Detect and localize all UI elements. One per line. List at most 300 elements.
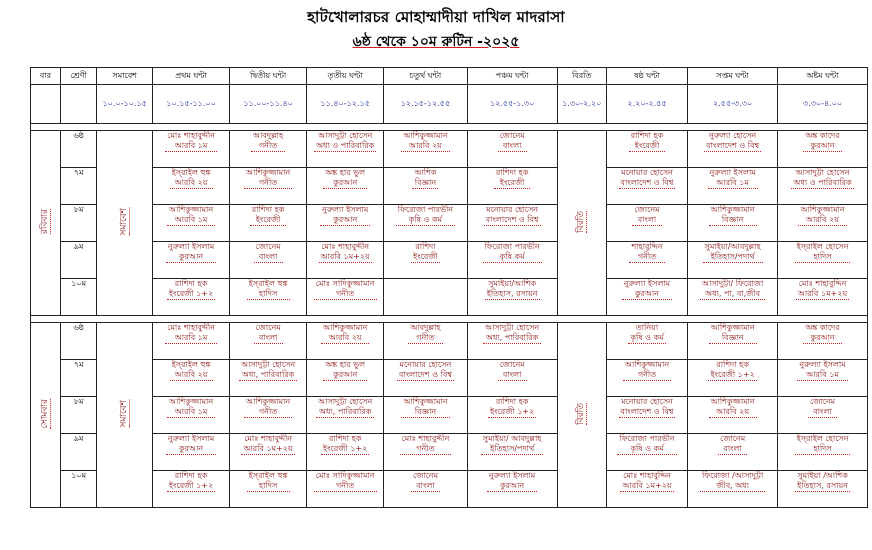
period-cell bbox=[384, 168, 467, 205]
subject-name: ইতিহাস, রসায়ন bbox=[486, 289, 538, 298]
period-cell bbox=[384, 360, 467, 397]
subject-name: গনীত bbox=[416, 333, 435, 342]
period-entry bbox=[483, 323, 541, 344]
teacher-name: নুরুল্যা ইসলাম bbox=[167, 434, 215, 443]
subject-name: বিজ্ঞান bbox=[721, 215, 744, 224]
subject-name: কৃষি কর্ম bbox=[499, 252, 525, 261]
period-entry bbox=[498, 360, 527, 381]
period-entry bbox=[167, 471, 215, 492]
period-entry bbox=[700, 471, 765, 492]
day-gap bbox=[31, 316, 868, 323]
teacher-name: অঙ্ক কাদের bbox=[805, 131, 840, 140]
period-entry bbox=[170, 168, 213, 189]
teacher-name: জোনেম bbox=[809, 397, 836, 406]
period-entry bbox=[481, 434, 544, 455]
teacher-name: মোঃ সাদিকুজ্জামান bbox=[315, 471, 375, 480]
subject-name: আরবি ১ম bbox=[806, 370, 839, 379]
period-entry bbox=[244, 168, 292, 189]
teacher-name: ইস্‌রাইল হুঙ্ক bbox=[171, 168, 211, 177]
subject-name: কৃষি ও কর্ম bbox=[408, 215, 443, 224]
period-cell bbox=[778, 131, 868, 168]
period-cell bbox=[688, 168, 778, 205]
teacher-name: মোঃ শাহাবুদ্দিন bbox=[623, 471, 671, 480]
period-cell bbox=[467, 471, 557, 508]
teacher-name: মনোয়ার হোসেন bbox=[621, 168, 673, 177]
teacher-name: মনোয়ার হোসেন bbox=[486, 205, 539, 214]
teacher-name: আশিকুজ্জামান bbox=[710, 205, 755, 214]
teacher-name: সুমাইয়া/ আবদুল্লাহ bbox=[482, 434, 542, 443]
period-entry bbox=[400, 434, 452, 455]
period-entry bbox=[628, 323, 665, 344]
period-cell bbox=[384, 397, 467, 434]
period-entry bbox=[622, 279, 672, 300]
period-cell bbox=[307, 434, 384, 471]
period-time: ২.৫৫-৩.৩০ bbox=[688, 85, 778, 124]
teacher-name: জোনেম bbox=[255, 323, 281, 332]
subject-name: ইংরেজী ১+২ bbox=[323, 444, 368, 453]
class-row bbox=[31, 205, 868, 242]
teacher-name: আশিকুজ্জামান bbox=[168, 205, 214, 214]
teacher-name: আবদুল্লাহ bbox=[253, 131, 284, 140]
teacher-name: ইস্‌রাইল হোসেন bbox=[796, 242, 849, 251]
period-entry bbox=[795, 242, 851, 263]
class-row bbox=[31, 360, 868, 397]
column-header: পঞ্চম ঘন্টা bbox=[467, 68, 557, 85]
column-header: অষ্টম ঘন্টা bbox=[778, 68, 868, 85]
teacher-name: ইস্‌রাইল হুঙ্ক bbox=[248, 471, 288, 480]
period-entry bbox=[250, 205, 287, 226]
period-entry bbox=[323, 360, 367, 381]
subject-name: বাংলা bbox=[502, 370, 522, 379]
class-name: ৯ম bbox=[60, 242, 96, 279]
period-cell bbox=[307, 360, 384, 397]
teacher-name: রাশিদা হক bbox=[495, 168, 529, 177]
period-cell bbox=[606, 168, 687, 205]
teacher-name: আশিকুজ্জামান bbox=[168, 397, 214, 406]
period-cell bbox=[467, 279, 557, 316]
class-name: ৭ম bbox=[60, 360, 96, 397]
teacher-name: নুরুল্যা ইসলাম bbox=[623, 279, 671, 288]
period-cell bbox=[230, 205, 307, 242]
period-cell bbox=[307, 323, 384, 360]
period-entry bbox=[167, 279, 215, 300]
period-entry bbox=[320, 205, 370, 226]
subject-name: আরবি ১ম+২য় bbox=[797, 289, 848, 298]
teacher-name: আসাদুট্টা/ ফিরোজা bbox=[701, 279, 764, 288]
subject-name: হাদিস bbox=[813, 444, 832, 453]
subject-name: গনীত bbox=[336, 289, 355, 298]
period-entry bbox=[412, 168, 438, 189]
subject-name: আরবি ১ম bbox=[174, 407, 208, 416]
period-cell bbox=[230, 434, 307, 471]
period-entry bbox=[708, 168, 758, 189]
day-label: সোমবার bbox=[39, 398, 50, 429]
teacher-name: ইস্‌রাইল হুঙ্ক bbox=[248, 279, 288, 288]
period-entry bbox=[411, 471, 440, 492]
period-time: ৩.৩০-৪.০০ bbox=[778, 85, 868, 124]
teacher-name: আসাদুট্টা হোসেন bbox=[485, 323, 540, 332]
subject-name: বাংলাদেশ ও বিশ্ব bbox=[706, 141, 760, 150]
period-entry bbox=[167, 205, 215, 226]
teacher-name: তানিয়া bbox=[635, 323, 659, 332]
subject-name: আরবি ১ম bbox=[174, 141, 208, 150]
period-cell bbox=[778, 279, 868, 316]
day-gap bbox=[31, 124, 868, 131]
period-entry bbox=[629, 131, 666, 152]
period-entry bbox=[708, 360, 756, 381]
period-cell bbox=[153, 131, 230, 168]
column-header: সপ্তম ঘন্টা bbox=[688, 68, 778, 85]
period-entry bbox=[795, 434, 851, 455]
period-entry bbox=[632, 205, 661, 226]
subject-name: ইংরেজী bbox=[255, 215, 281, 224]
period-cell bbox=[384, 434, 467, 471]
teacher-name: নুরুল্যা ইসলাম bbox=[709, 168, 756, 177]
subject-name: বাংলা bbox=[723, 444, 742, 453]
period-cell bbox=[384, 242, 467, 279]
period-cell bbox=[778, 242, 868, 279]
period-cell bbox=[606, 471, 687, 508]
period-entry bbox=[623, 360, 671, 381]
subject-name: জীব, অধ্য bbox=[716, 481, 749, 490]
subject-name: বাংলা bbox=[258, 252, 278, 261]
class-row bbox=[31, 279, 868, 316]
period-entry bbox=[316, 397, 374, 418]
subject-name: গনীত bbox=[336, 481, 355, 490]
teacher-name: আসাদুট্টা হোসেন bbox=[318, 131, 373, 140]
column-header: দ্বিতীয় ঘন্টা bbox=[230, 68, 307, 85]
period-entry bbox=[397, 360, 454, 381]
period-entry bbox=[709, 205, 757, 226]
period-entry bbox=[803, 131, 841, 152]
period-cell bbox=[153, 397, 230, 434]
period-cell bbox=[153, 242, 230, 279]
teacher-name: মোঃ শাহাবুদ্দীন bbox=[401, 434, 450, 443]
period-cell bbox=[230, 323, 307, 360]
subject-name: আরবি ২য় bbox=[806, 215, 839, 224]
teacher-name: সুমাইয়া/আশিক bbox=[488, 279, 537, 288]
teacher-name: ফিরোজা পারভীন bbox=[619, 434, 675, 443]
subject-name: অধ্য, পারিবারিক bbox=[241, 370, 295, 379]
subject-name: ইংরেজী bbox=[413, 252, 438, 261]
period-cell bbox=[307, 397, 384, 434]
assembly-label: সমাবেশ bbox=[119, 399, 130, 428]
subject-name: গনীত bbox=[258, 407, 278, 416]
period-entry bbox=[709, 323, 757, 344]
teacher-name: ফিরোজা /আসাদুট্টা bbox=[701, 471, 764, 480]
class-name: ৬ষ্ঠ bbox=[60, 323, 96, 360]
teacher-name: রাশিদা হক bbox=[328, 434, 362, 443]
period-cell bbox=[606, 131, 687, 168]
subject-name: আরবি ১ম bbox=[174, 333, 208, 342]
time-blank bbox=[31, 85, 61, 124]
period-cell bbox=[778, 323, 868, 360]
period-entry bbox=[241, 434, 294, 455]
period-cell bbox=[467, 168, 557, 205]
period-entry bbox=[314, 279, 377, 300]
period-cell bbox=[384, 471, 467, 508]
period-entry bbox=[321, 434, 369, 455]
period-time: ১১.৪০-১২.১৫ bbox=[307, 85, 384, 124]
teacher-name: মনোয়ার হোসেন bbox=[621, 397, 673, 406]
subject-name: আরবি ২য় bbox=[716, 407, 750, 416]
subject-name: ইংরেজী ১+২ bbox=[710, 370, 755, 379]
teacher-name: রাশিদা bbox=[415, 242, 436, 251]
subject-name: গনীত bbox=[637, 370, 657, 379]
period-entry bbox=[170, 360, 213, 381]
period-cell bbox=[384, 205, 467, 242]
subject-name: হাদিস bbox=[258, 481, 278, 490]
period-entry bbox=[314, 471, 377, 492]
period-entry bbox=[617, 434, 676, 455]
period-entry bbox=[484, 205, 541, 226]
period-entry bbox=[709, 397, 757, 418]
period-cell bbox=[153, 323, 230, 360]
teacher-name: রাশিদা হক bbox=[716, 360, 749, 369]
teacher-name: জোনেম bbox=[499, 360, 525, 369]
period-time: ১১.০০-১১.৪০ bbox=[230, 85, 307, 124]
subject-name: কুরআন bbox=[178, 444, 204, 453]
subject-name: কুরআন bbox=[333, 370, 358, 379]
subject-name: হাদিস bbox=[258, 289, 278, 298]
period-entry bbox=[629, 242, 664, 263]
time-blank bbox=[60, 85, 96, 124]
column-header: প্রথম ঘন্টা bbox=[153, 68, 230, 85]
subject-name: অধ্য, পারিবারিক bbox=[485, 333, 539, 342]
teacher-name: জোনেম bbox=[720, 434, 746, 443]
subject-name: হাদিস bbox=[813, 252, 832, 261]
column-header: বিরতি bbox=[557, 68, 606, 85]
subject-name: বাংলা bbox=[416, 481, 435, 490]
period-cell bbox=[467, 131, 557, 168]
period-cell bbox=[384, 131, 467, 168]
teacher-name: অঙ্ক কাদের bbox=[805, 323, 840, 332]
teacher-name: রাশিদা হক bbox=[630, 131, 664, 140]
subject-name: কুরআন bbox=[810, 141, 835, 150]
teacher-name: আশিকুজ্জামান bbox=[246, 397, 291, 406]
period-cell bbox=[230, 397, 307, 434]
period-entry bbox=[401, 131, 449, 152]
period-cell bbox=[778, 397, 868, 434]
subject-name: কুরআন bbox=[500, 481, 525, 490]
assembly-cell bbox=[97, 131, 153, 316]
subject-name: কুরআন bbox=[333, 178, 358, 187]
period-cell bbox=[307, 205, 384, 242]
subject-name: ইংরেজী ১+২ bbox=[168, 289, 214, 298]
period-entry bbox=[803, 323, 841, 344]
period-entry bbox=[166, 434, 216, 455]
period-entry bbox=[797, 360, 847, 381]
subject-name: গনীত bbox=[637, 252, 657, 261]
subject-name: গনীত bbox=[416, 444, 435, 453]
subject-name: কৃষি ও কর্ম bbox=[630, 333, 664, 342]
period-entry bbox=[791, 168, 853, 189]
teacher-name: রাশিদা হক bbox=[251, 205, 285, 214]
period-cell bbox=[606, 323, 687, 360]
period-entry bbox=[796, 279, 849, 300]
period-cell bbox=[606, 397, 687, 434]
teacher-name: ইস্‌রাইল হুঙ্ক bbox=[171, 360, 211, 369]
period-cell bbox=[778, 471, 868, 508]
period-cell bbox=[153, 471, 230, 508]
routine-subtitle bbox=[0, 30, 872, 54]
teacher-name: সুমাইয়া /আশিক bbox=[797, 471, 848, 480]
teacher-name: নুরুল্যা হোসেন bbox=[709, 131, 757, 140]
period-entry bbox=[795, 471, 850, 492]
period-time: ১২.১৫-১২.৫৫ bbox=[384, 85, 467, 124]
teacher-name: মোঃ শাহাবুদ্দিন bbox=[798, 279, 847, 288]
madrasa-title: হাটখোলারচর মোহাম্মাদীয়া দাখিল মাদরাসা bbox=[307, 8, 565, 26]
day-label: রবিবার bbox=[39, 208, 50, 235]
period-time: ২.২০-২.৫৫ bbox=[606, 85, 687, 124]
period-entry bbox=[483, 242, 542, 263]
class-row bbox=[31, 242, 868, 279]
period-entry bbox=[247, 279, 290, 300]
period-entry bbox=[247, 471, 290, 492]
subject-name: বিজ্ঞান bbox=[414, 407, 437, 416]
teacher-name: আশিকুজ্জামান bbox=[710, 397, 755, 406]
period-time: ১২.৫৫-১.৩০ bbox=[467, 85, 557, 124]
period-cell bbox=[153, 434, 230, 471]
gap-cell bbox=[31, 316, 868, 323]
period-cell bbox=[688, 242, 778, 279]
period-cell bbox=[778, 434, 868, 471]
period-cell bbox=[153, 205, 230, 242]
day-cell bbox=[31, 131, 61, 316]
period-cell bbox=[467, 323, 557, 360]
subject-name: কৃষি ও কর্ম bbox=[630, 444, 664, 453]
period-entry bbox=[254, 323, 283, 344]
period-cell bbox=[467, 360, 557, 397]
day-cell bbox=[31, 323, 61, 508]
teacher-name: জোনেম bbox=[634, 205, 660, 214]
period-entry bbox=[619, 168, 676, 189]
teacher-name: আশিক bbox=[414, 168, 437, 177]
period-cell bbox=[778, 205, 868, 242]
subject-name: বাংলা bbox=[637, 215, 657, 224]
period-cell bbox=[153, 360, 230, 397]
class-name: ৭ম bbox=[60, 168, 96, 205]
subject-name: ইতিহাস/পদার্থ bbox=[710, 252, 755, 261]
period-entry bbox=[319, 242, 372, 263]
period-entry bbox=[244, 397, 292, 418]
teacher-name: মোঃ শাহাবুদ্দীন bbox=[244, 434, 293, 443]
period-cell bbox=[688, 279, 778, 316]
period-entry bbox=[718, 434, 747, 455]
column-header: শ্রেণী bbox=[60, 68, 96, 85]
break-label: বিরতি bbox=[576, 402, 587, 425]
subject-name: ইতিহাস, রসায়ন bbox=[797, 481, 848, 490]
teacher-name: নুরুল্যা ইসলাম bbox=[489, 471, 536, 480]
period-cell bbox=[688, 360, 778, 397]
period-cell bbox=[688, 131, 778, 168]
period-cell bbox=[467, 434, 557, 471]
teacher-name: রাশিদা হক bbox=[495, 397, 529, 406]
teacher-name: আশিকুজ্জামান bbox=[403, 131, 448, 140]
class-row bbox=[31, 434, 868, 471]
period-time: ১.৩০-২.২০ bbox=[557, 85, 606, 124]
period-entry bbox=[411, 242, 440, 263]
period-cell bbox=[230, 131, 307, 168]
time-row bbox=[31, 85, 868, 124]
subject-name: আরবি ১ম+২য় bbox=[320, 252, 370, 261]
teacher-name: জোনেম bbox=[499, 131, 525, 140]
period-cell bbox=[688, 434, 778, 471]
period-cell bbox=[230, 168, 307, 205]
subject-name: অধ্য ও পারিবারিক bbox=[316, 141, 375, 150]
period-entry bbox=[165, 323, 217, 344]
teacher-name: আশিকুজ্জামান bbox=[624, 360, 670, 369]
teacher-name: সুমাইয়া/আবদুল্লাহ bbox=[704, 242, 761, 251]
period-cell bbox=[307, 242, 384, 279]
period-cell bbox=[153, 168, 230, 205]
period-time: ১০.০-১০.১৫ bbox=[97, 85, 153, 124]
period-entry bbox=[704, 131, 761, 152]
period-entry bbox=[485, 279, 540, 300]
teacher-name: আসাদুট্টা হোসেন bbox=[795, 168, 850, 177]
period-entry bbox=[166, 242, 216, 263]
subject-name: ইংরেজী bbox=[499, 178, 525, 187]
period-time: ১০.১৫-১১.০০ bbox=[153, 85, 230, 124]
period-cell bbox=[606, 360, 687, 397]
subject-name: অধ্য, পারিবারিক bbox=[319, 407, 372, 416]
teacher-name: আশিকুজ্জামান bbox=[403, 397, 448, 406]
teacher-name: আসাদুট্টা হোসেন bbox=[318, 397, 373, 406]
period-entry bbox=[808, 397, 837, 418]
break-label: বিরতি bbox=[576, 210, 587, 233]
teacher-name: আবদুল্লাহ bbox=[410, 323, 441, 332]
period-cell bbox=[230, 242, 307, 279]
subject-name: ইংরেজী ১+২ bbox=[168, 481, 214, 490]
teacher-name: মোঃ শাহাবুদ্দীন bbox=[167, 323, 215, 332]
subject-name: কুরআন bbox=[634, 289, 660, 298]
subject-name: বাংলাদেশ ও বিশ্ব bbox=[620, 407, 674, 416]
subject-name: কুরআন bbox=[810, 333, 835, 342]
subject-name: অধ্য, পা, বা,জীব bbox=[705, 289, 761, 298]
subject-name: ইতিহাস/পদার্থ bbox=[490, 444, 535, 453]
period-entry bbox=[251, 131, 285, 152]
period-entry bbox=[239, 360, 297, 381]
subject-name: গনীত bbox=[258, 141, 278, 150]
routine-table bbox=[30, 67, 868, 508]
teacher-name: আশিকুজ্জামান bbox=[800, 205, 845, 214]
period-cell bbox=[778, 168, 868, 205]
teacher-name: জোনেম bbox=[255, 242, 281, 251]
period-entry bbox=[396, 205, 455, 226]
gap-cell bbox=[31, 124, 868, 131]
routine-subtitle-text: ৬ষ্ঠ থেকে ১০ম রুটিন -২০২৫ bbox=[352, 34, 520, 50]
subject-name: আরবি ২য় bbox=[174, 370, 208, 379]
period-cell bbox=[384, 279, 467, 316]
subject-name: কুরআন bbox=[333, 215, 358, 224]
teacher-name: আশিকুজ্জামান bbox=[710, 323, 755, 332]
subject-name: ইংরেজী ১+২ bbox=[489, 407, 535, 416]
subject-name: আরবি ২য় bbox=[328, 333, 362, 342]
teacher-name: নুরুল্যা ইসলাম bbox=[322, 205, 369, 214]
period-cell bbox=[606, 434, 687, 471]
class-name: ১০ম bbox=[60, 279, 96, 316]
class-row bbox=[31, 323, 868, 360]
period-cell bbox=[307, 279, 384, 316]
class-row bbox=[31, 471, 868, 508]
class-name: ৮ম bbox=[60, 205, 96, 242]
period-entry bbox=[254, 242, 283, 263]
period-cell bbox=[467, 242, 557, 279]
column-header: তৃতীয় ঘন্টা bbox=[307, 68, 384, 85]
subject-name: বাংলা bbox=[502, 141, 522, 150]
period-cell bbox=[230, 279, 307, 316]
period-entry bbox=[323, 168, 367, 189]
